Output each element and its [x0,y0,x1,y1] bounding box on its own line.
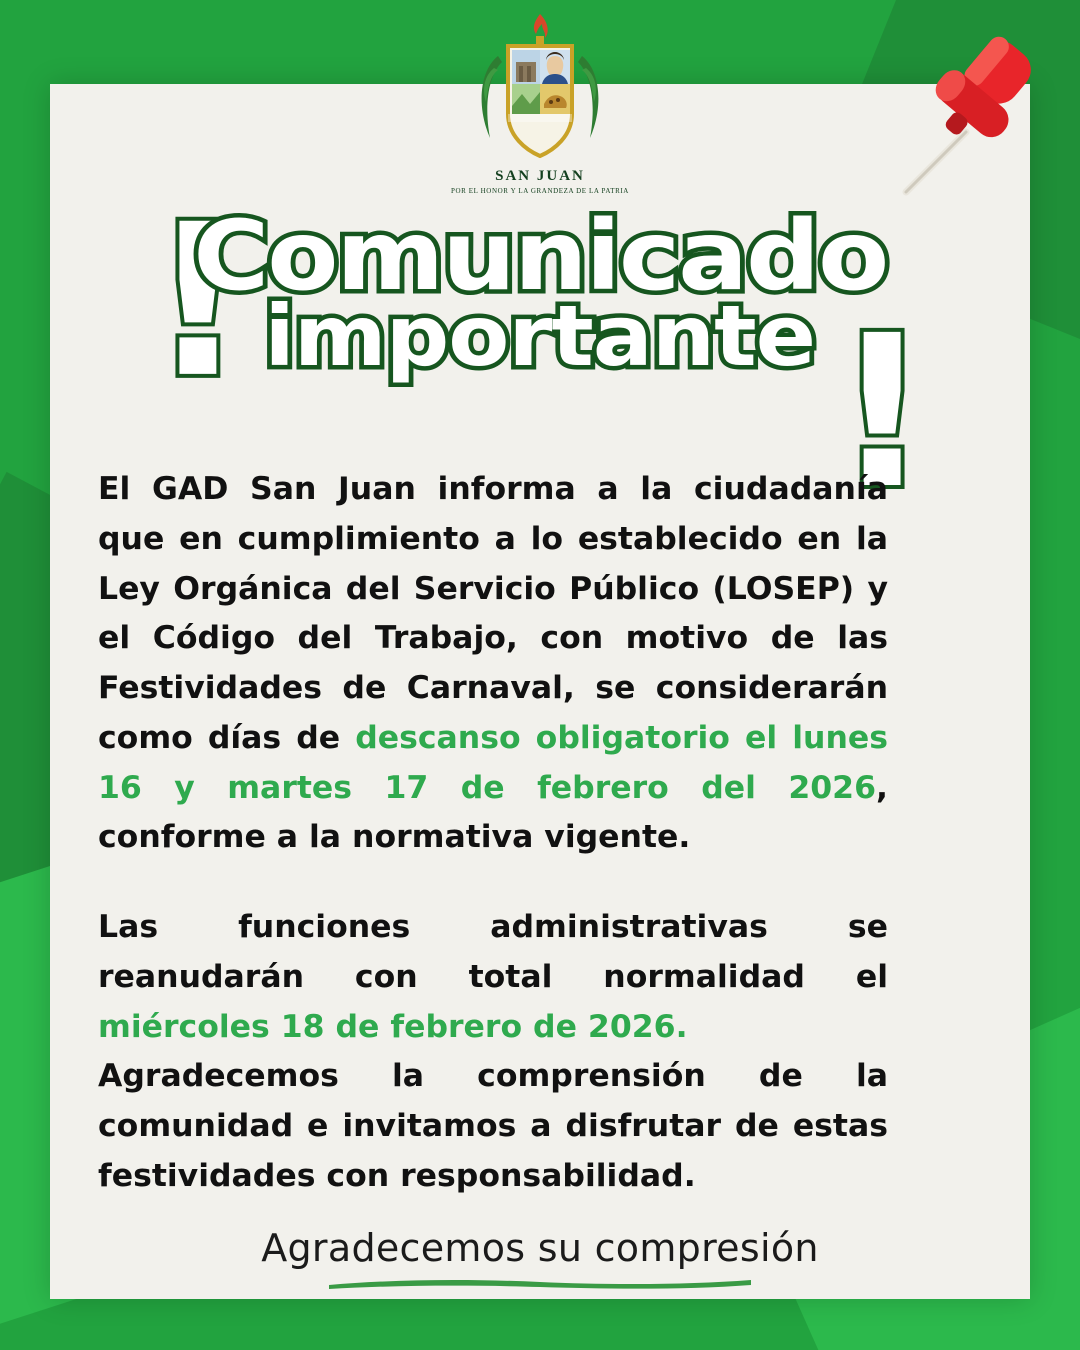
footer-text: Agradecemos su compresión [261,1226,819,1270]
title-line-2-row [0,287,1080,385]
crest-name: SAN JUAN [495,168,585,184]
coat-of-arms [450,10,630,200]
paragraph-1-text-b: , conforme a la normativa vigente. [98,769,888,856]
closing-exclamation: ! [834,290,930,535]
paragraph-1 [98,465,888,863]
paragraph-3: Agradecemos la comprensión de la comunidad e invitamos a disfrutar de estas festividades con responsabilidad. [98,1058,888,1194]
opening-exclamation: ¡ [150,209,246,454]
coat-of-arms-icon [450,10,630,170]
paragraph-1-text-a: El GAD San Juan informa a la ciudadanía que en cumplimiento a lo establecido en la Ley Orgánica del Servicio Público (LOSEP) y el Código del Trabajo, con motivo de las Festividades de Carnaval, se considerarán como días de [98,471,888,756]
title-block [0,200,1080,535]
crest-motto: POR EL HONOR Y LA GRANDEZA DE LA PATRIA [451,187,629,195]
title-line-1: Comunicado [193,200,887,312]
footer-underline-brushstroke [325,1276,755,1288]
announcement-body [98,465,888,1202]
paragraph-2-text-a: Las funciones administrativas se reanudarán con total normalidad el [98,909,888,995]
footer-block [0,1226,1080,1288]
paragraph-spacer [98,863,888,903]
paragraph-2 [98,903,888,1052]
paragraph-1-highlight: descanso obligatorio el lunes 16 y martes 17 de febrero del 2026 [98,719,888,806]
push-pin [870,14,1050,204]
title-line-2: importante [264,287,816,385]
push-pin-icon [870,191,1050,208]
paragraph-2-highlight: miércoles 18 de febrero de 2026. [98,1008,688,1045]
